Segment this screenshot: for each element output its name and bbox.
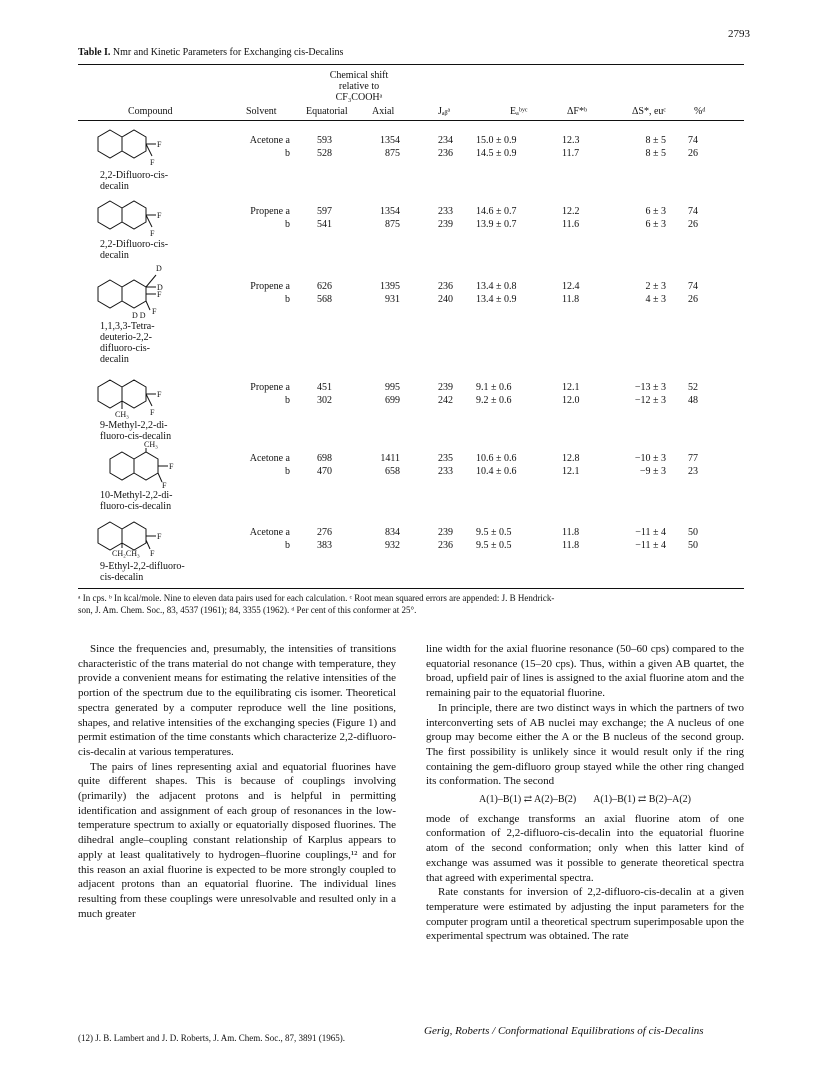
table-cell-solvent: Acetone a (249, 527, 290, 538)
svg-text:F: F (150, 158, 155, 167)
table-cell-ds: 8 ± 5 (645, 135, 666, 146)
table-cell-solvent: Propene a (250, 206, 290, 217)
table-cell-jab: 239 (438, 219, 453, 230)
table-cell-pct: 74 (688, 206, 698, 217)
svg-text:F: F (150, 408, 155, 417)
table-cell-pct: 74 (688, 135, 698, 146)
table-top-rule (78, 64, 744, 65)
table-cell-ax: 1395 (380, 281, 400, 292)
structure-difluoro-decalin-2 (88, 197, 188, 239)
equation-1: A(1)–B(1) ⇄ A(2)–B(2) (478, 794, 577, 806)
table-cell-eq: 541 (317, 219, 332, 230)
table-cell-df: 11.8 (562, 540, 580, 551)
table-cell-ea: 9.1 ± 0.6 (476, 382, 512, 393)
paragraph: In principle, there are two distinct ways in which the partners of two interconverting sets of AB nuclei may exchange; the A nucleus of one group may become either the A or the B nucleus of the second group. The first possibility is unlikely since it would result only if the ring containing the gem-difluoro group stayed while the other ring changed its conformation. The second (426, 701, 744, 788)
left-column (78, 642, 396, 921)
table-cell-pct: 50 (688, 527, 698, 538)
svg-text:D D: D D (132, 311, 146, 320)
header-jab: Jₐᵦᵃ (438, 106, 451, 117)
table-cell-eq: 276 (317, 527, 332, 538)
table-cell-ds: −10 ± 3 (634, 453, 666, 464)
table-cell-ea: 9.2 ± 0.6 (476, 395, 512, 406)
table-cell-jab: 233 (438, 466, 453, 477)
svg-text:CH₃: CH₃ (115, 410, 129, 419)
table-title: Nmr and Kinetic Parameters for Exchanging cis-Decalins (112, 47, 344, 58)
table-cell-ds: −9 ± 3 (639, 466, 666, 477)
table-cell-ea: 10.6 ± 0.6 (476, 453, 517, 464)
table-cell-ea: 9.5 ± 0.5 (476, 527, 512, 538)
footnote-line-2: son, J. Am. Chem. Soc., 83, 4537 (1961); 84, 3355 (1962). ᵈ Per cent of this conformer at 25°. (78, 605, 417, 615)
table-cell-pct: 50 (688, 540, 698, 551)
svg-text:F: F (157, 211, 162, 220)
table-cell-ax: 875 (385, 148, 400, 159)
table-cell-solvent: b (285, 395, 290, 406)
paragraph: line width for the axial fluorine resonance (50–60 cps) compared to the equatorial resonance (15–20 cps). Thus, within a given AB quartet, the broad, upfield pair of lines is assigned to the axial fluorine atom and the remaining pair to the equatorial fluorine. (426, 643, 744, 700)
structure-tetradeuterio-decalin (88, 262, 188, 320)
paragraph: Rate constants for inversion of 2,2-difluoro-cis-decalin at a given temperature were estimated by adjusting the input parameters for the computer program until a theoretical spectrum superimposable upon the experimental spectrum was obtained. The rate (426, 886, 744, 943)
table-cell-pct: 74 (688, 281, 698, 292)
table-cell-solvent: b (285, 294, 290, 305)
svg-text:F: F (157, 140, 162, 149)
table-cell-ea: 14.6 ± 0.7 (476, 206, 517, 217)
reference-12: (12) J. B. Lambert and J. D. Roberts, J. Am. Chem. Soc., 87, 3891 (1965). (78, 1033, 345, 1043)
header-solvent: Solvent (246, 106, 277, 117)
svg-text:F: F (162, 481, 167, 488)
table-cell-pct: 48 (688, 395, 698, 406)
page-number: 2793 (728, 28, 750, 40)
table-cell-ds: 6 ± 3 (645, 206, 666, 217)
table-cell-df: 12.0 (562, 395, 580, 406)
table-cell-eq: 698 (317, 453, 332, 464)
table-cell-df: 11.8 (562, 294, 580, 305)
running-footer: Gerig, Roberts / Conformational Equilibrations of cis-Decalins (424, 1025, 704, 1037)
table-cell-ax: 658 (385, 466, 400, 477)
table-cell-eq: 626 (317, 281, 332, 292)
header-axial: Axial (372, 106, 395, 117)
table-cell-ds: −11 ± 4 (635, 540, 666, 551)
table-cell-ea: 9.5 ± 0.5 (476, 540, 512, 551)
table-cell-eq: 528 (317, 148, 332, 159)
svg-text:F: F (150, 229, 155, 238)
table-cell-eq: 451 (317, 382, 332, 393)
table-cell-ax: 1411 (380, 453, 400, 464)
table-bottom-rule (78, 588, 744, 589)
table-cell-solvent: Acetone a (249, 453, 290, 464)
table-cell-ds: 6 ± 3 (645, 219, 666, 230)
table-cell-pct: 26 (688, 219, 698, 230)
compound-name-5: 10-Methyl-2,2-di- fluoro-cis-decalin (100, 490, 173, 512)
header-pct: %ᵈ (694, 106, 706, 117)
table-cell-ax: 834 (385, 527, 400, 538)
table-cell-pct: 26 (688, 148, 698, 159)
table-cell-jab: 239 (438, 382, 453, 393)
svg-text:F: F (157, 390, 162, 399)
table-label: Table I. (78, 47, 111, 58)
table-cell-ds: 2 ± 3 (645, 281, 666, 292)
table-footnotes (78, 592, 744, 616)
compound-name-4: 9-Methyl-2,2-di- fluoro-cis-decalin (100, 420, 172, 442)
paragraph: mode of exchange transforms an axial fluorine atom of one conformation of 2,2-difluoro-cis-decalin into the equatorial fluorine atom of the second conformation; only when this latter kind of exchange was assumed was it possible to generate theoretical spectra that agreed with experimental spectra. (426, 812, 744, 884)
svg-text:F: F (169, 462, 174, 471)
table-cell-ea: 10.4 ± 0.6 (476, 466, 517, 477)
structure-difluoro-decalin-1 (88, 126, 188, 168)
header-ds: ΔS*, euᶜ (632, 106, 666, 117)
equation-2: A(1)–B(1) ⇄ B(2)–A(2) (593, 794, 692, 806)
table-cell-ds: 8 ± 5 (645, 148, 666, 159)
footnote-line-1: ᵃ In cps. ᵇ In kcal/mole. Nine to eleven data pairs used for each calculation. ᶜ Root mean squared errors are appended: J. B Hendrick- (78, 593, 555, 603)
shift-group-header: Chemical shift relative to CF₃COOHᵃ (329, 70, 389, 103)
table-cell-ea: 15.0 ± 0.9 (476, 135, 517, 146)
table-cell-pct: 77 (688, 453, 698, 464)
structure-10-methyl-decalin (88, 438, 188, 488)
svg-text:F: F (150, 549, 155, 558)
table-cell-solvent: b (285, 219, 290, 230)
table-cell-solvent: b (285, 466, 290, 477)
table-cell-jab: 239 (438, 527, 453, 538)
compound-name-2: 2,2-Difluoro-cis- decalin (100, 239, 169, 261)
svg-text:CH₃: CH₃ (144, 440, 158, 449)
compound-name-6: 9-Ethyl-2,2-difluoro- cis-decalin (100, 561, 185, 583)
table-cell-df: 12.3 (562, 135, 580, 146)
table-cell-jab: 236 (438, 281, 453, 292)
structure-9-methyl-decalin (88, 376, 188, 420)
table-cell-eq: 568 (317, 294, 332, 305)
svg-text:D: D (156, 264, 162, 273)
table-cell-pct: 26 (688, 294, 698, 305)
table-cell-pct: 52 (688, 382, 698, 393)
table-cell-ds: −11 ± 4 (635, 527, 666, 538)
svg-text:F: F (157, 290, 162, 299)
svg-text:F: F (152, 307, 157, 316)
table-cell-df: 11.8 (562, 527, 580, 538)
table-cell-ea: 14.5 ± 0.9 (476, 148, 517, 159)
table-cell-jab: 234 (438, 135, 453, 146)
table-cell-ax: 1354 (380, 206, 400, 217)
table-cell-jab: 236 (438, 148, 453, 159)
table-cell-ax: 699 (385, 395, 400, 406)
table-cell-ax: 875 (385, 219, 400, 230)
table-cell-solvent: Propene a (250, 281, 290, 292)
compound-name-1: 2,2-Difluoro-cis- decalin (100, 170, 169, 192)
structure-9-ethyl-decalin (88, 518, 198, 560)
table-cell-ea: 13.4 ± 0.9 (476, 294, 517, 305)
table-cell-df: 12.4 (562, 281, 580, 292)
table-cell-ax: 932 (385, 540, 400, 551)
right-column (426, 642, 744, 944)
table-cell-eq: 597 (317, 206, 332, 217)
table-cell-ds: −12 ± 3 (634, 395, 666, 406)
table-caption (78, 47, 343, 58)
svg-text:F: F (157, 532, 162, 541)
paragraph: Since the frequencies and, presumably, the intensities of transitions characteristic of the trans material do not change with temperature, they provide a convenient means for estimating the relative intensities of the portion of the spectrum due to the equilibrating cis isomer. Theoretical spectra generated by a computer reproduce well the line positions, shapes, and relative intensities of the exchanging species (Figure 1) and permit estimation of the time constants which characterize 2,2-difluoro-cis-decalin at various temperatures. (78, 643, 396, 758)
table-cell-jab: 240 (438, 294, 453, 305)
table-cell-ax: 931 (385, 294, 400, 305)
table-cell-eq: 383 (317, 540, 332, 551)
table-cell-df: 12.8 (562, 453, 580, 464)
svg-text:D: D (157, 283, 163, 292)
header-compound: Compound (128, 106, 173, 117)
table-cell-solvent: Propene a (250, 382, 290, 393)
exchange-equations (426, 793, 744, 808)
table-cell-eq: 470 (317, 466, 332, 477)
table-cell-df: 12.2 (562, 206, 580, 217)
table-cell-df: 11.6 (562, 219, 580, 230)
table-cell-jab: 242 (438, 395, 453, 406)
table-cell-df: 11.7 (562, 148, 580, 159)
paragraph: The pairs of lines representing axial and equatorial fluorines have quite different shapes. This is because of couplings involving (primarily) the adjacent protons and is helpful in permitting identification and assignment of each group of resonances in the low-temperature spectrum to axially or equatorially disposed fluorines. The dihedral angle–coupling constant relationship of Karplus appears to apply at least qualitatively to hydrogen–fluorine couplings,¹² and for this reason an axial fluorine is expected to be more strongly coupled to adjacent protons than an equatorial fluorine. The individual lines resulting from these couplings were unresolvable and resulted only in a much greater (78, 760, 396, 920)
table-cell-ax: 1354 (380, 135, 400, 146)
header-equatorial: Equatorial (306, 106, 348, 117)
table-cell-jab: 236 (438, 540, 453, 551)
table-cell-ds: 4 ± 3 (645, 294, 666, 305)
table-cell-df: 12.1 (562, 466, 580, 477)
table-cell-ax: 995 (385, 382, 400, 393)
table-cell-ea: 13.4 ± 0.8 (476, 281, 517, 292)
compound-name-3: 1,1,3,3-Tetra- deuterio-2,2- difluoro-cis- decalin (100, 321, 155, 365)
table-cell-jab: 235 (438, 453, 453, 464)
table-header-rule (78, 120, 744, 121)
header-ea: Eₐᵇʸᶜ (510, 106, 528, 117)
table-cell-df: 12.1 (562, 382, 580, 393)
header-df: ΔF*ᵇ (567, 106, 588, 117)
table-cell-eq: 302 (317, 395, 332, 406)
table-cell-ds: −13 ± 3 (634, 382, 666, 393)
table-cell-solvent: b (285, 148, 290, 159)
table-cell-eq: 593 (317, 135, 332, 146)
table-cell-pct: 23 (688, 466, 698, 477)
svg-text:CH₂CH₃: CH₂CH₃ (112, 549, 140, 558)
table-cell-solvent: Acetone a (249, 135, 290, 146)
table-cell-ea: 13.9 ± 0.7 (476, 219, 517, 230)
table-cell-solvent: b (285, 540, 290, 551)
table-cell-jab: 233 (438, 206, 453, 217)
